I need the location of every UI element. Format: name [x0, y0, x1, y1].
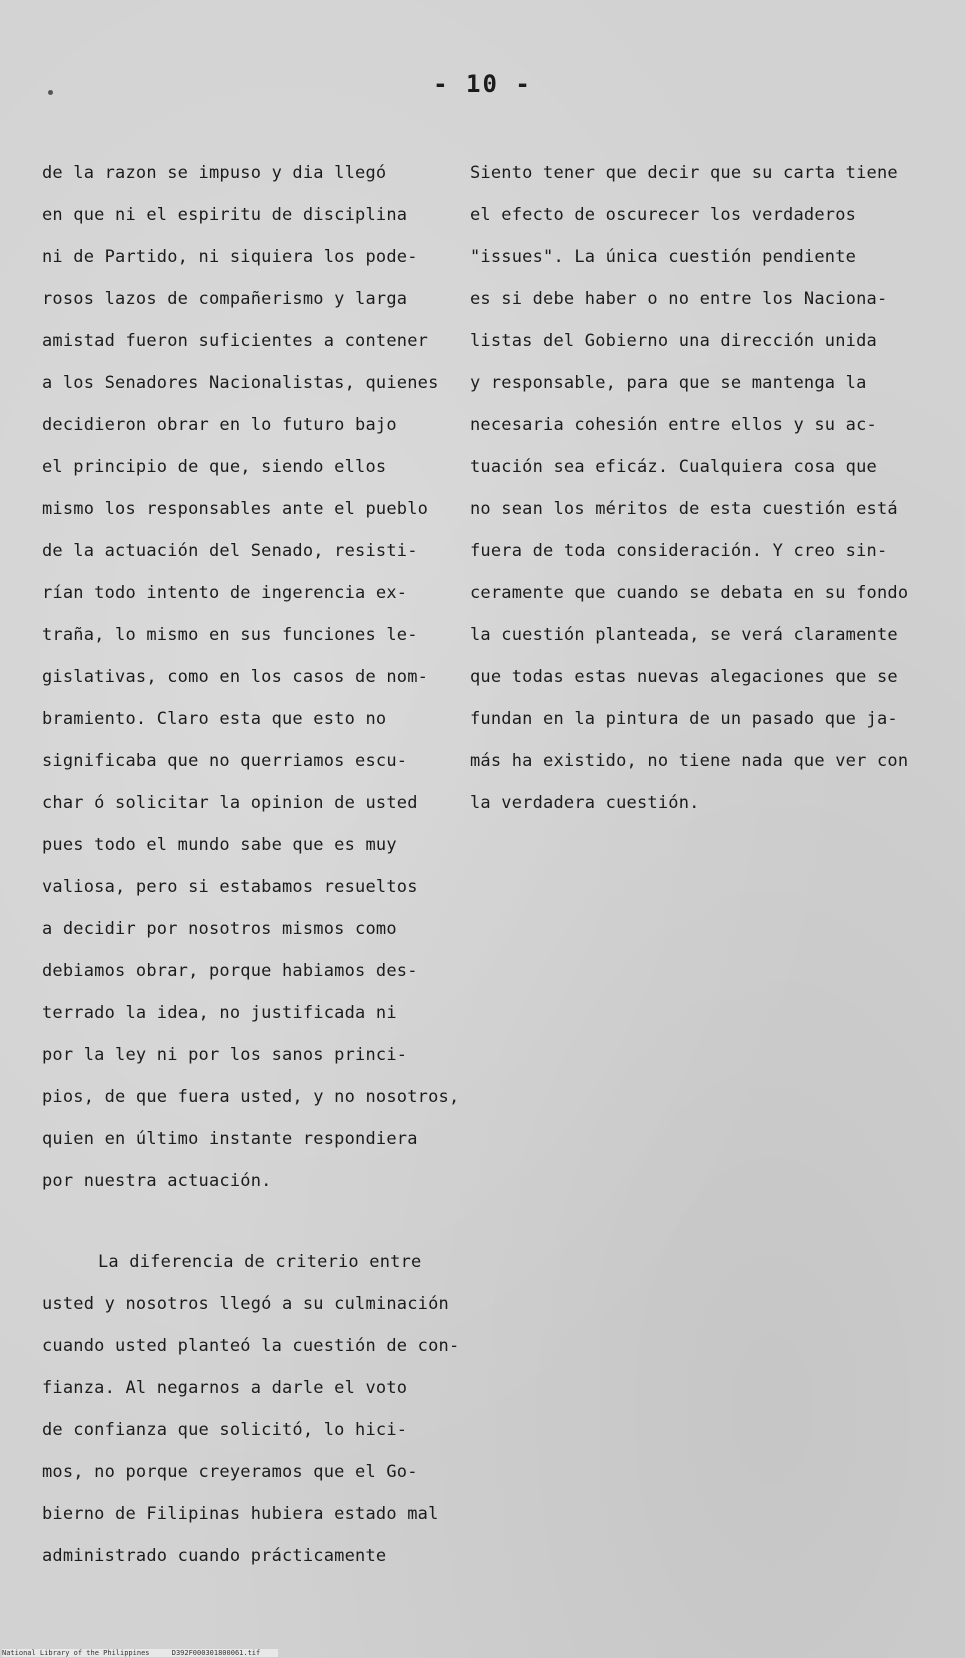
text-line: quien en último instante respondiera — [42, 1129, 418, 1149]
text-line: debiamos obrar, porque habiamos des- — [42, 961, 418, 981]
text-line: amistad fueron suficientes a contener — [42, 331, 429, 351]
left-paragraph-2 — [42, 1241, 487, 1577]
text-line: ceramente que cuando se debata en su fondo — [470, 583, 909, 603]
text-line: de la razon se impuso y dia llegó — [42, 163, 387, 183]
right-paragraph-1 — [470, 152, 950, 824]
text-line: la verdadera cuestión. — [470, 793, 700, 813]
text-line: mismo los responsables ante el pueblo — [42, 499, 429, 519]
text-line: pios, de que fuera usted, y no nosotros, — [42, 1087, 460, 1107]
text-line: "issues". La única cuestión pendiente — [470, 247, 857, 267]
text-line: fianza. Al negarnos a darle el voto — [42, 1378, 408, 1398]
text-line: administrado cuando prácticamente — [42, 1546, 387, 1566]
text-line: bramiento. Claro esta que esto no — [42, 709, 387, 729]
text-line: pues todo el mundo sabe que es muy — [42, 835, 397, 855]
text-line: La diferencia de criterio entre — [98, 1252, 422, 1272]
text-line: fundan en la pintura de un pasado que ja- — [470, 709, 898, 729]
text-line: char ó solicitar la opinion de usted — [42, 793, 418, 813]
text-line: ni de Partido, ni siquiera los pode- — [42, 247, 418, 267]
text-line: y responsable, para que se mantenga la — [470, 373, 867, 393]
text-line: el principio de que, siendo ellos — [42, 457, 387, 477]
text-line: bierno de Filipinas hubiera estado mal — [42, 1504, 439, 1524]
text-line: mos, no porque creyeramos que el Go- — [42, 1462, 418, 1482]
text-line: de confianza que solicitó, lo hici- — [42, 1420, 408, 1440]
text-line: significaba que no querriamos escu- — [42, 751, 408, 771]
text-line: rían todo intento de ingerencia ex- — [42, 583, 408, 603]
text-line: terrado la idea, no justificada ni — [42, 1003, 397, 1023]
text-line: fuera de toda consideración. Y creo sin- — [470, 541, 888, 561]
text-line: Siento tener que decir que su carta tiene — [470, 163, 898, 183]
text-line: listas del Gobierno una dirección unida — [470, 331, 877, 351]
file-name: D392F000301800061.tif — [171, 1649, 261, 1657]
archive-footer — [2, 1649, 278, 1657]
text-line: de la actuación del Senado, resisti- — [42, 541, 418, 561]
text-line: en que ni el espiritu de disciplina — [42, 205, 408, 225]
text-line: tuación sea eficáz. Cualquiera cosa que — [470, 457, 877, 477]
text-line: valiosa, pero si estabamos resueltos — [42, 877, 418, 897]
text-line: más ha existido, no tiene nada que ver con — [470, 751, 909, 771]
text-line: la cuestión planteada, se verá claramente — [470, 625, 898, 645]
text-line: el efecto de oscurecer los verdaderos — [470, 205, 857, 225]
text-line: traña, lo mismo en sus funciones le- — [42, 625, 418, 645]
archive-name: National Library of the Philippines — [2, 1649, 150, 1657]
right-column — [470, 152, 950, 824]
text-line: necesaria cohesión entre ellos y su ac- — [470, 415, 877, 435]
page-number: - 10 - — [433, 70, 532, 98]
left-paragraph-1 — [42, 152, 487, 1202]
text-line: decidieron obrar en lo futuro bajo — [42, 415, 397, 435]
text-line: a decidir por nosotros mismos como — [42, 919, 397, 939]
text-line: por nuestra actuación. — [42, 1171, 272, 1191]
left-column — [42, 152, 487, 1577]
text-line: que todas estas nuevas alegaciones que se — [470, 667, 898, 687]
text-line: es si debe haber o no entre los Naciona- — [470, 289, 888, 309]
text-line: no sean los méritos de esta cuestión está — [470, 499, 898, 519]
text-line: a los Senadores Nacionalistas, quienes — [42, 373, 439, 393]
text-line: usted y nosotros llegó a su culminación — [42, 1294, 449, 1314]
text-line: gislativas, como en los casos de nom- — [42, 667, 429, 687]
paragraph-break — [42, 1202, 487, 1241]
text-line: cuando usted planteó la cuestión de con- — [42, 1336, 460, 1356]
text-line: por la ley ni por los sanos princi- — [42, 1045, 408, 1065]
text-line: rosos lazos de compañerismo y larga — [42, 289, 408, 309]
